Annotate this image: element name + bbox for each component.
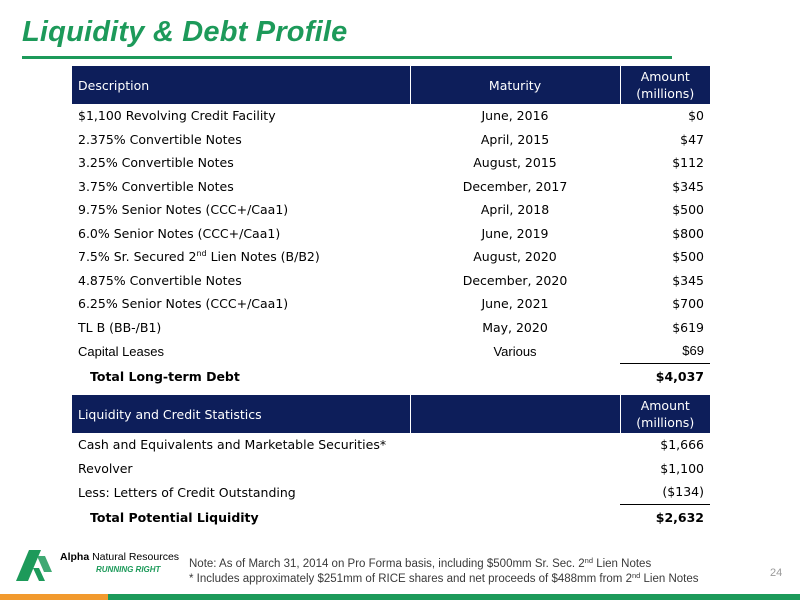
- debt-maturity: Various: [493, 343, 537, 359]
- liquidity-amount-header-line1: Amount: [640, 398, 690, 413]
- title-underline: [22, 56, 672, 59]
- debt-description-text: 3.25% Convertible Notes: [78, 155, 234, 171]
- table-row: [72, 198, 710, 222]
- table-row: [72, 175, 710, 199]
- liquidity-amount: $1,100: [660, 460, 704, 476]
- debt-table: [72, 66, 710, 390]
- liquidity-label: Revolver: [78, 460, 133, 476]
- debt-maturity: June, 2019: [481, 225, 549, 241]
- liquidity-header-spacer: [410, 395, 620, 433]
- liquidity-label: Cash and Equivalents and Marketable Securities*: [78, 437, 387, 453]
- debt-amount: $800: [672, 225, 704, 241]
- debt-amount: $47: [680, 131, 704, 147]
- total-row: [72, 363, 710, 390]
- table-row: [72, 292, 710, 316]
- liquidity-table: [72, 395, 710, 531]
- debt-description: [72, 128, 410, 152]
- debt-maturity: June, 2016: [481, 108, 549, 124]
- footnote-1-rest: Lien Notes: [593, 558, 652, 570]
- debt-maturity: August, 2020: [473, 249, 557, 265]
- table-row: [72, 269, 710, 293]
- debt-description-text: 6.25% Senior Notes (CCC+/Caa1): [78, 296, 289, 312]
- debt-description-rest: Lien Notes (B/B2): [206, 249, 320, 265]
- total-liquidity-label: Total Potential Liquidity: [90, 509, 259, 525]
- total-debt-value: $4,037: [655, 369, 704, 384]
- total-liquidity-value: $2,632: [655, 510, 704, 525]
- debt-description-text: $1,100 Revolving Credit Facility: [78, 108, 276, 124]
- table-row: [72, 433, 710, 457]
- debt-description: [72, 339, 410, 363]
- total-row: [72, 504, 710, 531]
- debt-maturity: April, 2018: [480, 202, 550, 218]
- footnote-1-sup: nd: [584, 556, 594, 565]
- debt-description: [72, 222, 410, 246]
- footnote-1: [189, 557, 699, 572]
- table-row: [72, 104, 710, 128]
- footer-bar-green: [108, 594, 800, 600]
- debt-maturity: August, 2015: [473, 155, 557, 171]
- debt-description: [72, 151, 410, 175]
- total-debt-label: Total Long-term Debt: [90, 368, 240, 384]
- logo-name-rest: Natural Resources: [89, 551, 180, 563]
- table-row: [72, 128, 710, 152]
- table-row: [72, 316, 710, 340]
- debt-amount: $112: [672, 155, 704, 171]
- footnote-2-rest: Lien Notes: [640, 573, 699, 585]
- logo-tagline: RUNNING RIGHT: [96, 565, 161, 574]
- debt-maturity: December, 2020: [462, 272, 568, 288]
- description-header: Description: [72, 66, 410, 104]
- table-row: [72, 339, 710, 363]
- debt-description-text: 6.0% Senior Notes (CCC+/Caa1): [78, 225, 281, 241]
- debt-description-text: 4.875% Convertible Notes: [78, 272, 242, 288]
- total-debt-spacer: [410, 363, 620, 390]
- debt-description: [72, 104, 410, 128]
- logo-name-bold: Alpha: [60, 551, 90, 563]
- table-row: [72, 222, 710, 246]
- table-row: [72, 480, 710, 504]
- debt-description-text: 2.375% Convertible Notes: [78, 131, 242, 147]
- liquidity-amount: ($134): [620, 480, 710, 504]
- debt-amount: $619: [672, 319, 704, 335]
- debt-maturity: June, 2021: [481, 296, 549, 312]
- page-number: 24: [770, 567, 783, 579]
- debt-amount: $500: [672, 202, 704, 218]
- liquidity-description-header: Liquidity and Credit Statistics: [72, 395, 410, 433]
- footnotes: [189, 557, 699, 587]
- debt-description: [72, 245, 410, 269]
- debt-description-sup: nd: [196, 249, 207, 259]
- debt-description: [72, 175, 410, 199]
- debt-description: [72, 198, 410, 222]
- page-title: Liquidity & Debt Profile: [22, 16, 348, 48]
- debt-description: [72, 316, 410, 340]
- debt-maturity: December, 2017: [462, 178, 568, 194]
- table-row: [72, 245, 710, 269]
- amount-header-line2: (millions): [636, 86, 695, 101]
- debt-amount: $69: [620, 339, 710, 363]
- footer-bar-orange: [0, 594, 108, 600]
- debt-amount: $345: [672, 272, 704, 288]
- liquidity-table-header: [72, 395, 710, 433]
- liquidity-label: Less: Letters of Credit Outstanding: [78, 484, 296, 500]
- logo-name: [60, 551, 179, 563]
- table-row: [72, 457, 710, 481]
- alpha-logo-icon: [14, 548, 54, 582]
- debt-maturity: April, 2015: [480, 131, 550, 147]
- liquidity-amount-header-line2: (millions): [636, 415, 695, 430]
- footnote-2-text: * Includes approximately $251mm of RICE shares and net proceeds of $488mm from 2: [189, 573, 632, 585]
- debt-description-text: 9.75% Senior Notes (CCC+/Caa1): [78, 202, 289, 218]
- debt-amount: $345: [672, 178, 704, 194]
- table-row: [72, 151, 710, 175]
- debt-amount: $500: [672, 249, 704, 265]
- footnote-2: [189, 572, 699, 587]
- debt-maturity: May, 2020: [482, 319, 548, 335]
- debt-table-header: [72, 66, 710, 104]
- footnote-2-sup: nd: [631, 571, 641, 580]
- debt-description-text: 3.75% Convertible Notes: [78, 178, 234, 194]
- amount-header: [620, 66, 710, 104]
- footnote-1-text: Note: As of March 31, 2014 on Pro Forma basis, including $500mm Sr. Sec. 2: [189, 558, 585, 570]
- maturity-header: Maturity: [410, 66, 620, 104]
- debt-description: [72, 292, 410, 316]
- debt-amount: $0: [688, 108, 704, 124]
- debt-amount: $700: [672, 296, 704, 312]
- liquidity-amount-header: [620, 395, 710, 433]
- debt-description-text: Capital Leases: [78, 343, 164, 359]
- debt-description: [72, 269, 410, 293]
- debt-description-text: TL B (BB-/B1): [78, 319, 162, 335]
- debt-description-text: 7.5% Sr. Secured 2: [78, 249, 197, 265]
- liquidity-amount: $1,666: [660, 437, 704, 453]
- company-logo: [14, 548, 184, 582]
- amount-header-line1: Amount: [640, 69, 690, 84]
